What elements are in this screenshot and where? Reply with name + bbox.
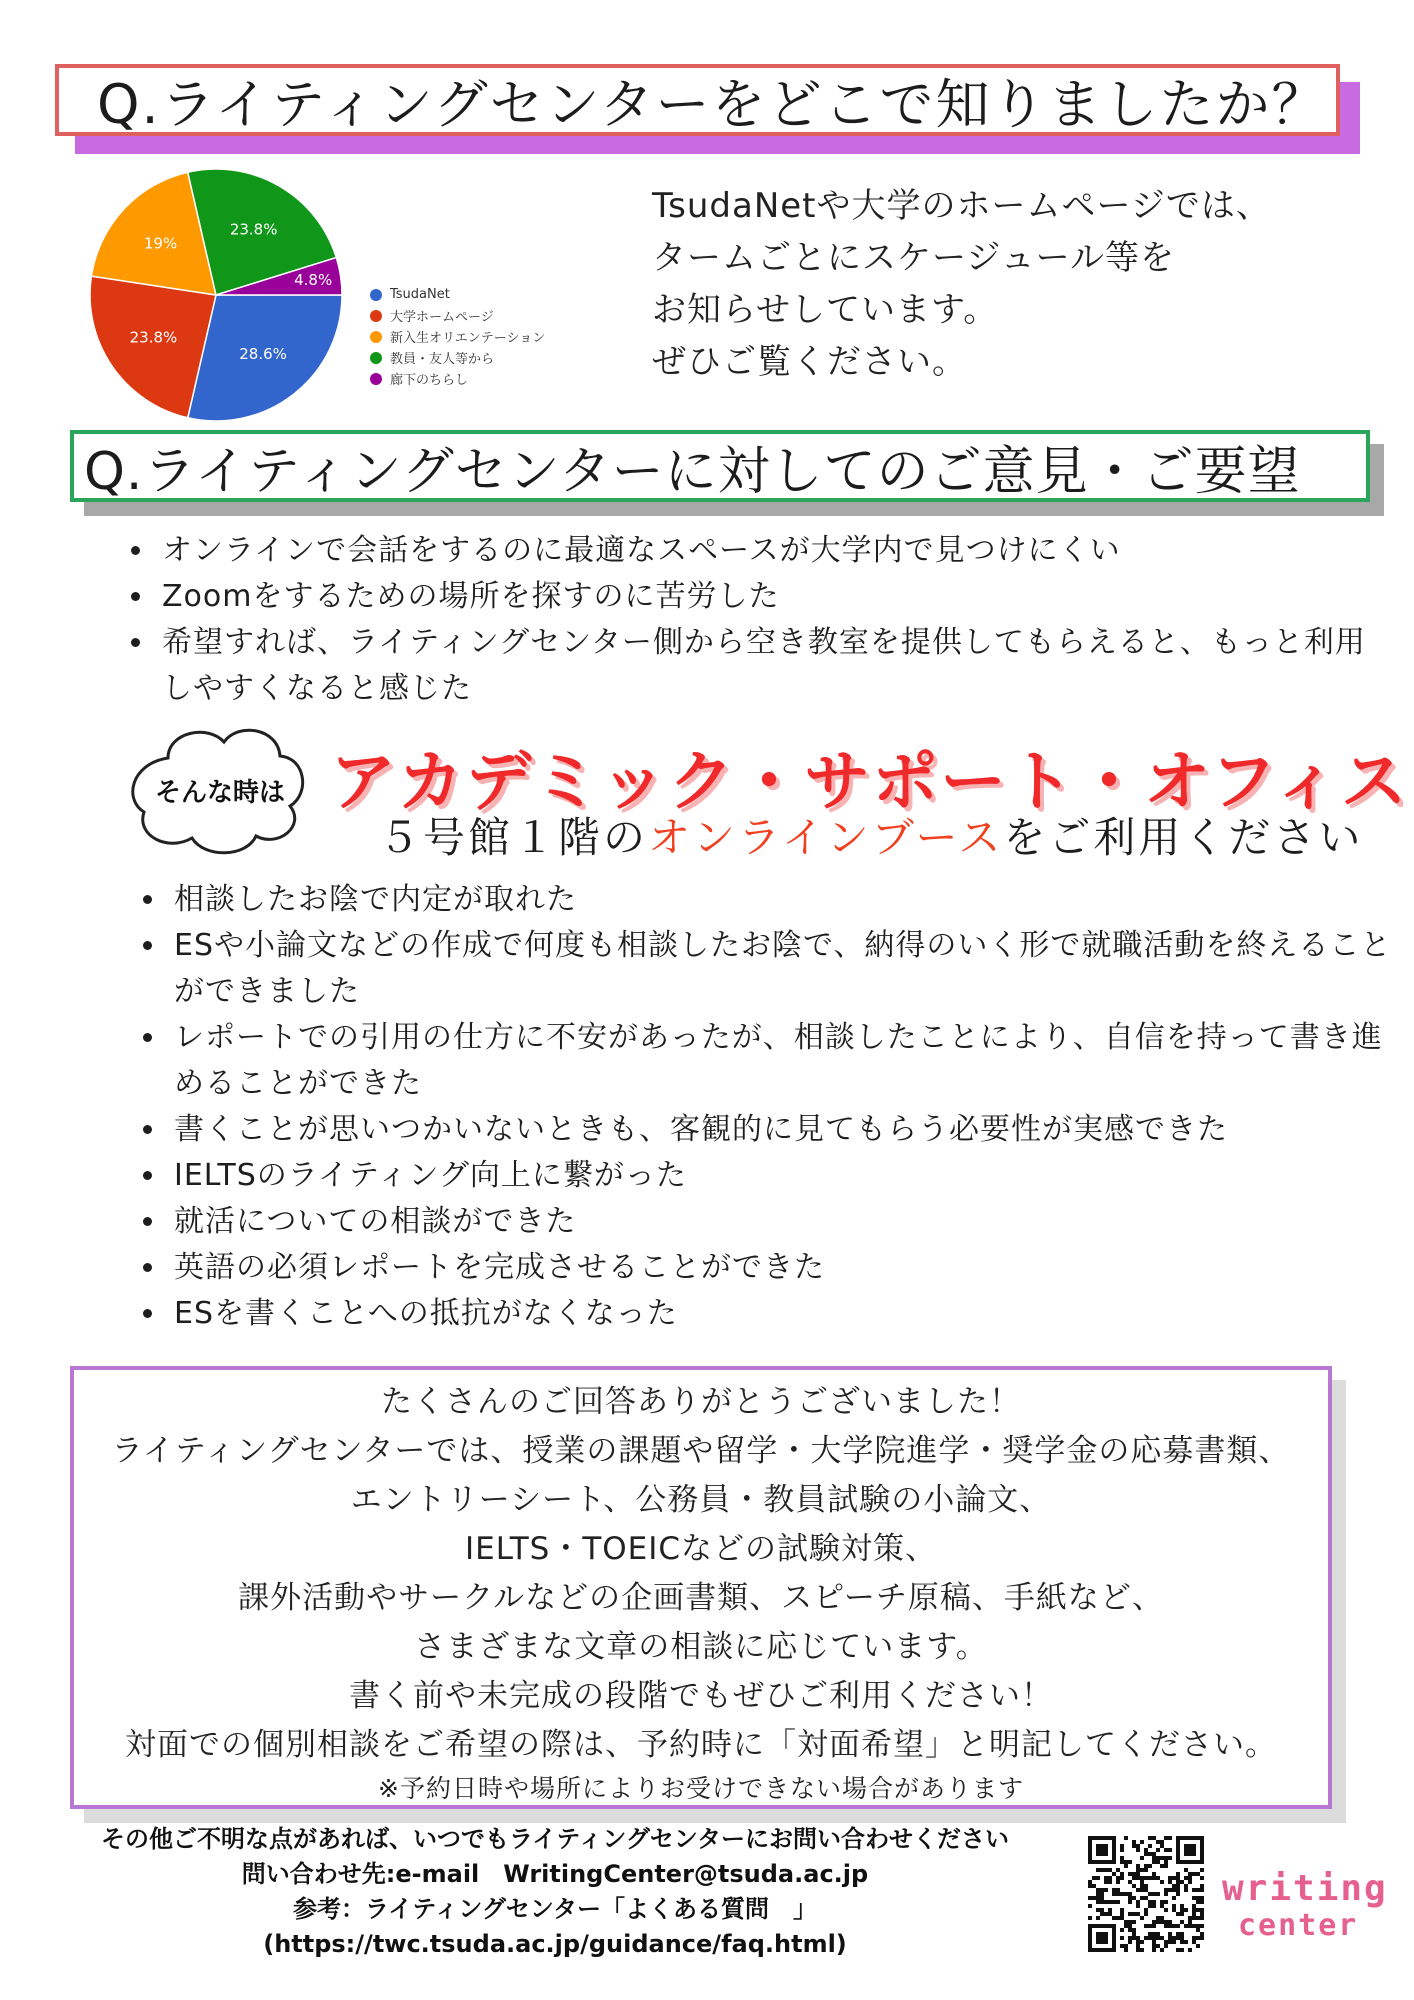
legend-item-4 — [370, 368, 545, 389]
list-item: • ESを書くことへの抵抗がなくなった — [168, 1291, 1408, 1337]
question-2-title: Q.ライティングセンターに対してのご意見・ご要望 — [84, 441, 1301, 502]
legend-item-0 — [370, 284, 545, 305]
thanks-line-6: 書く前や未完成の段階でもぜひご利用ください！ — [349, 1678, 1053, 1714]
info-line-2: お知らせしています。 — [652, 290, 999, 330]
footer-email[interactable]: 問い合わせ先:e-mail WritingCenter@tsuda.ac.jp — [241, 1860, 869, 1888]
thanks-box — [70, 1366, 1332, 1809]
thanks-line-0: たくさんのご回答ありがとうございました！ — [381, 1384, 1021, 1420]
cloud-text: そんな時は — [154, 778, 286, 808]
pie-label-3: 23.8% — [229, 220, 278, 239]
question-1-heading — [55, 64, 1340, 136]
aso-title: アカデミック・サポート・オフィス — [330, 743, 1409, 820]
legend-label-3: 教員・友人等から — [390, 352, 495, 367]
question-1-title: Q.ライティングセンターをどこで知りましたか？ — [97, 72, 1328, 136]
list-item: • Zoomをするための場所を探すのに苦労した — [156, 574, 1396, 620]
legend-swatch-1 — [370, 310, 382, 322]
list-item: • ESや小論文などの作成で何度も相談したお陰で、納得のいく形で就職活動を終えることができました — [168, 923, 1408, 1015]
question-2-heading — [70, 430, 1370, 502]
thanks-content — [74, 1370, 1328, 1808]
heading-frame — [55, 64, 1340, 136]
list-item: • 希望すれば、ライティングセンター側から空き教室を提供してもらえると、もっと利用しやすくなると感じた — [156, 620, 1396, 712]
legend-swatch-0 — [370, 289, 382, 301]
info-line-0: TsudaNetや大学のホームページでは、 — [652, 186, 1271, 226]
tsudanet-info — [652, 180, 1271, 388]
info-line-3: ぜひご覧ください。 — [652, 342, 967, 382]
legend-swatch-4 — [370, 373, 382, 385]
legend-item-1 — [370, 305, 545, 326]
writing-center-logo-sub: center — [1238, 1908, 1359, 1943]
legend-label-1: 大学ホームページ — [390, 310, 494, 325]
legend-swatch-3 — [370, 352, 382, 364]
pie-label-0: 28.6% — [239, 345, 287, 364]
chart-legend — [370, 284, 545, 389]
heading-frame — [70, 430, 1370, 502]
thanks-line-3: IELTS・TOEICなどの試験対策、 — [464, 1531, 938, 1567]
legend-item-2 — [370, 326, 545, 347]
legend-label-2: 新入生オリエンテーション — [390, 331, 546, 346]
writing-center-logo: writing — [1222, 1868, 1388, 1909]
info-line-1: タームごとにスケージュール等を — [652, 238, 1175, 278]
cloud-bubble — [128, 718, 312, 858]
thanks-line-4: 課外活動やサークルなどの企画書類、スピーチ原稿、手紙など、 — [238, 1580, 1164, 1616]
legend-swatch-2 — [370, 331, 382, 343]
footer-contact — [40, 1822, 1070, 1962]
opinion-list — [118, 528, 1396, 712]
list-item: • 書くことが思いつかいないときも、客観的に見てもらう必要性が実感できた — [168, 1107, 1408, 1153]
online-booth-line — [378, 805, 1363, 865]
list-item: • IELTSのライティング向上に繋がった — [168, 1153, 1408, 1199]
pie-label-4: 4.8% — [294, 271, 333, 290]
pie-label-1: 23.8% — [129, 328, 178, 347]
legend-label-0: TsudaNet — [390, 287, 450, 302]
list-item: • 相談したお陰で内定が取れた — [168, 877, 1408, 923]
pie-chart — [86, 165, 346, 425]
footer-line-1: その他ご不明な点があれば、いつでもライティングセンターにお問い合わせください — [101, 1825, 1009, 1853]
footer-reference: 参考：ライティングセンター「よくある質問 」 — [293, 1895, 817, 1923]
legend-label-4: 廊下のちらし — [390, 373, 469, 388]
booth-prefix: ５号館１階の — [378, 813, 649, 862]
legend-item-3 — [370, 347, 545, 368]
thanks-line-5: さまざまな文章の相談に応じています。 — [414, 1629, 988, 1665]
qr-code-icon[interactable] — [1088, 1836, 1204, 1952]
booth-suffix: をご利用ください — [1003, 813, 1364, 862]
list-item: • 英語の必須レポートを完成させることができた — [168, 1245, 1408, 1291]
pie-label-2: 19% — [143, 234, 178, 253]
footer-url[interactable]: (https://twc.tsuda.ac.jp/guidance/faq.html) — [263, 1930, 847, 1958]
thanks-note: ※予約日時や場所によりお受けできない場合があります — [378, 1774, 1024, 1803]
thanks-line-1: ライティングセンターでは、授業の課題や留学・大学院進学・奨学金の応募書類、 — [111, 1433, 1291, 1469]
thanks-line-7: 対面での個別相談をご希望の際は、予約時に「対面希望」と明記してください。 — [125, 1727, 1277, 1763]
list-item: • レポートでの引用の仕方に不安があったが、相談したことにより、自信を持って書き進めることができた — [168, 1015, 1408, 1107]
feedback-list — [130, 877, 1408, 1337]
thanks-line-2: エントリーシート、公務員・教員試験の小論文、 — [350, 1482, 1052, 1518]
booth-highlight: オンラインブース — [648, 813, 1004, 862]
list-item: • 就活についての相談ができた — [168, 1199, 1408, 1245]
list-item: • オンラインで会話をするのに最適なスペースが大学内で見つけにくい — [156, 528, 1396, 574]
